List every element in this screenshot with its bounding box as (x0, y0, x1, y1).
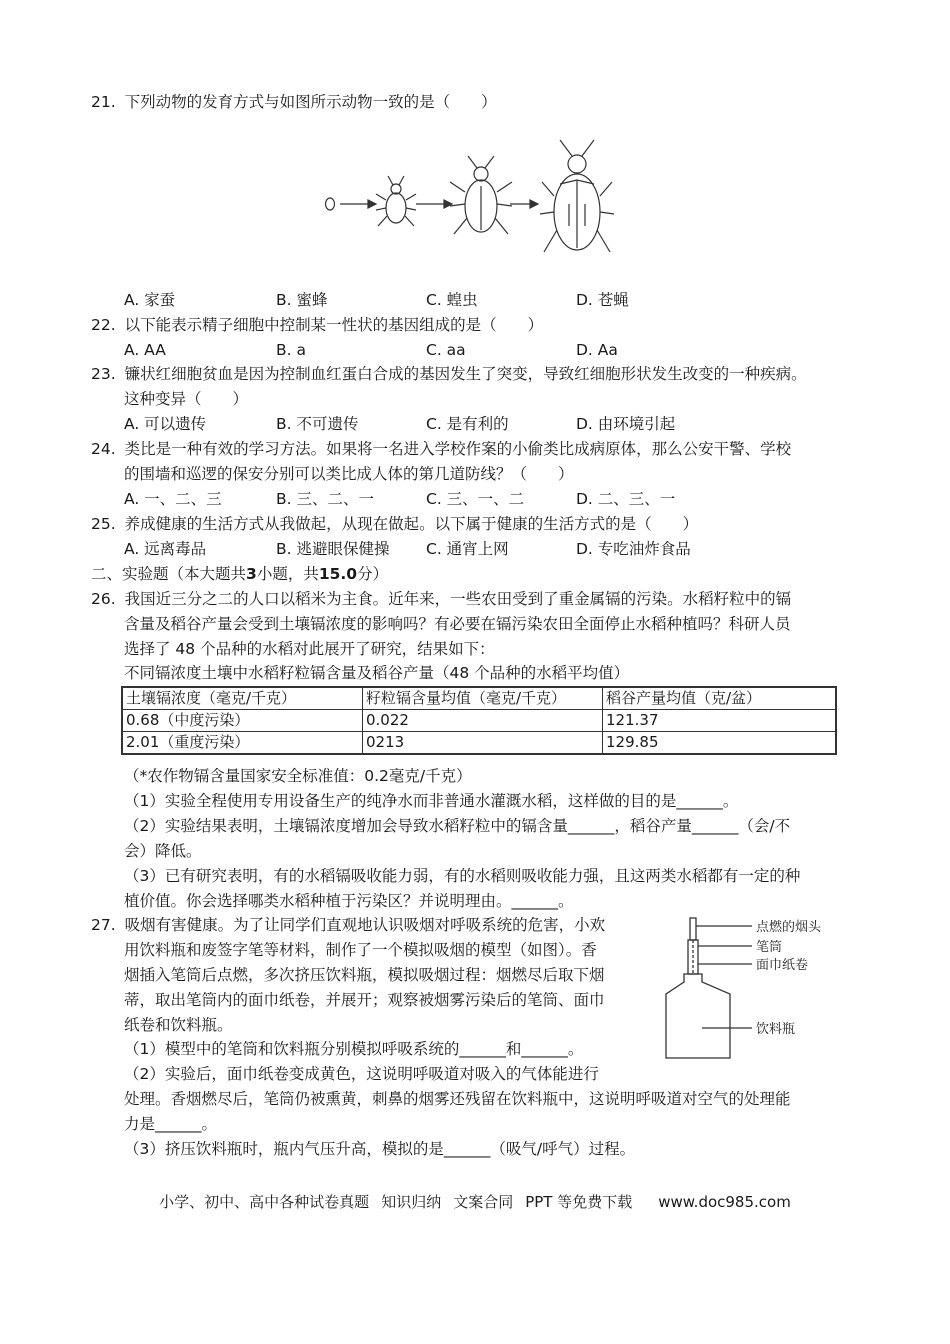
table-row (122, 710, 836, 732)
q22-option-c: C. aa (426, 341, 466, 359)
question-21 (91, 92, 497, 112)
question-text: 吸烟有害健康。为了让同学们直观地认识吸烟对呼吸系统的危害，小欢 (124, 916, 606, 934)
question-24 (91, 439, 791, 459)
page-footer: 小学、初中、高中各种试卷真题 知识归纳 文案合同 PPT 等免费下载 www.doc985.com (159, 1193, 791, 1211)
q21-option-d: D. 苍蝇 (576, 291, 629, 309)
section-heading: 二、实验题（本大题共3小题，共15.0分） (91, 565, 389, 583)
egg-icon (326, 198, 335, 210)
figure-label-tissue-roll: 面巾纸卷 (756, 958, 809, 973)
cadmium-table (121, 686, 837, 755)
nymph-small-icon (376, 176, 416, 226)
question-text: 下列动物的发育方式与如图所示动物一致的是（ ） (124, 93, 497, 111)
q25-option-d: D. 专吃油炸食品 (576, 540, 691, 558)
q25-option-b: B. 逃避眼保健操 (276, 540, 390, 558)
footer-url[interactable]: www.doc985.com (658, 1193, 791, 1211)
table-header: 土壤镉浓度（毫克/千克） (122, 687, 363, 710)
table-header-row (122, 687, 836, 710)
question-26 (91, 589, 791, 609)
question-24-cont: 的围墙和巡逻的保安分别可以类比成人体的第几道防线？（ ） (124, 465, 574, 483)
q21-option-c: C. 蝗虫 (426, 291, 478, 309)
table-cell: 2.01（重度污染） (122, 732, 363, 755)
question-22 (91, 315, 543, 335)
q23-option-b: B. 不可遗传 (276, 415, 359, 433)
figure-label-pen-tube: 笔筒 (756, 940, 783, 955)
q23-option-d: D. 由环境引起 (576, 415, 676, 433)
question-26-cont: 含量及稻谷产量会受到土壤镉浓度的影响吗？有必要在镉污染农田全面停止水稻种植吗？科研人员 (124, 615, 791, 633)
table-cell: 0.022 (363, 710, 603, 732)
question-25 (91, 514, 698, 534)
question-number: 26. (91, 590, 116, 608)
table-cell: 0.68（中度污染） (122, 710, 363, 732)
table-header: 籽粒镉含量均值（毫克/千克） (363, 687, 603, 710)
smoking-model-figure (660, 912, 850, 1064)
question-number: 21. (91, 93, 116, 111)
q27-sub-1: （1）模型中的笔筒和饮料瓶分别模拟呼吸系统的______和______。 (124, 1040, 584, 1058)
q26-sub-2: （2）实验结果表明，土壤镉浓度增加会导致水稻籽粒中的镉含量______，稻谷产量______（会/不 (124, 817, 791, 835)
question-number: 23. (91, 365, 116, 383)
question-number: 24. (91, 440, 116, 458)
table-note: （*农作物镉含量国家安全标准值：0.2毫克/千克） (124, 767, 472, 785)
q23-option-c: C. 是有利的 (426, 415, 509, 433)
question-number: 25. (91, 515, 116, 533)
question-text: 我国近三分之二的人口以稻米为主食。近年来，一些农田受到了重金属镉的污染。水稻籽粒中的镉 (124, 590, 792, 608)
q27-sub-3: （3）挤压饮料瓶时，瓶内气压升高，模拟的是______（吸气/呼气）过程。 (124, 1140, 636, 1158)
q21-option-a: A. 家蚕 (124, 291, 176, 309)
q24-option-d: D. 二、三、一 (576, 490, 676, 508)
table-cell: 129.85 (603, 732, 837, 755)
question-text: 类比是一种有效的学习方法。如果将一名进入学校作案的小偷类比成病原体，那么公安干警、学校 (124, 440, 792, 458)
question-26-cont: 选择了 48 个品种的水稻对此展开了研究，结果如下： (124, 640, 495, 658)
question-text: 养成健康的生活方式从我做起，从现在做起。以下属于健康的生活方式的是（ ） (124, 515, 699, 533)
q24-option-a: A. 一、二、三 (124, 490, 222, 508)
q22-option-a: A. AA (124, 341, 166, 359)
q22-option-d: D. Aa (576, 341, 618, 359)
bottle-icon (666, 974, 730, 1058)
question-number: 27. (91, 916, 116, 934)
q25-option-c: C. 通宵上网 (426, 540, 509, 558)
q27-sub-2: （2）实验后，面巾纸卷变成黄色，这说明呼吸道对吸入的气体能进行 (124, 1065, 599, 1083)
question-23 (91, 364, 807, 384)
question-23-cont: 这种变异（ ） (124, 390, 249, 408)
cigarette-icon (690, 918, 696, 940)
question-text: 镰状红细胞贫血是因为控制血红蛋白合成的基因发生了突变，导致红细胞形状发生改变的一种疾病。 (124, 365, 807, 383)
q21-option-b: B. 蜜蜂 (276, 291, 328, 309)
question-27-cont: 用饮料瓶和废签字笔等材料，制作了一个模拟吸烟的模型（如图）。香 (124, 941, 597, 959)
question-number: 22. (91, 316, 116, 334)
table-header: 稻谷产量均值（克/盆） (603, 687, 837, 710)
figure-label-bottle: 饮料瓶 (756, 1022, 796, 1037)
q26-sub-1: （1）实验全程使用专用设备生产的纯净水而非普通水灌溉水稻，这样做的目的是______。 (124, 792, 739, 810)
table-title: 不同镉浓度土壤中水稻籽粒镉含量及稻谷产量（48 个品种的水稻平均值） (124, 664, 630, 682)
table-cell: 0213 (363, 732, 603, 755)
q24-option-c: C. 三、一、二 (426, 490, 525, 508)
adult-insect-icon (540, 140, 614, 252)
question-27-cont: 烟插入笔筒后点燃，多次挤压饮料瓶，模拟吸烟过程：烟燃尽后取下烟 (124, 966, 605, 984)
q26-sub-3: （3）已有研究表明，有的水稻镉吸收能力弱，有的水稻则吸收能力强，且这两类水稻都有一定的种 (124, 867, 801, 885)
question-text: 以下能表示精子细胞中控制某一性状的基因组成的是（ ） (124, 316, 544, 334)
q22-option-b: B. a (276, 341, 306, 359)
question-27-cont: 蒂，取出笔筒内的面巾纸卷，并展开；观察被烟雾污染后的笔筒、面巾 (124, 991, 605, 1009)
q26-sub-3-cont: 植价值。你会选择哪类水稻种植于污染区？并说明理由。______。 (124, 892, 574, 910)
question-27 (91, 915, 605, 935)
q26-sub-2-cont: 会）降低。 (124, 842, 202, 860)
nymph-large-icon (450, 156, 512, 234)
q24-option-b: B. 三、二、一 (276, 490, 374, 508)
q25-option-a: A. 远离毒品 (124, 540, 207, 558)
q27-sub-2-cont: 处理。香烟燃尽后，笔筒仍被熏黄，刺鼻的烟雾还残留在饮料瓶中，这说明呼吸道对空气的处理能 (124, 1090, 791, 1108)
q27-sub-2-cont2: 力是______。 (124, 1115, 218, 1133)
figure-label-cigarette: 点燃的烟头 (756, 920, 822, 935)
insect-development-figure (320, 134, 620, 262)
table-cell: 121.37 (603, 710, 837, 732)
table-row (122, 732, 836, 755)
q23-option-a: A. 可以遗传 (124, 415, 207, 433)
question-27-cont: 纸卷和饮料瓶。 (124, 1016, 233, 1034)
